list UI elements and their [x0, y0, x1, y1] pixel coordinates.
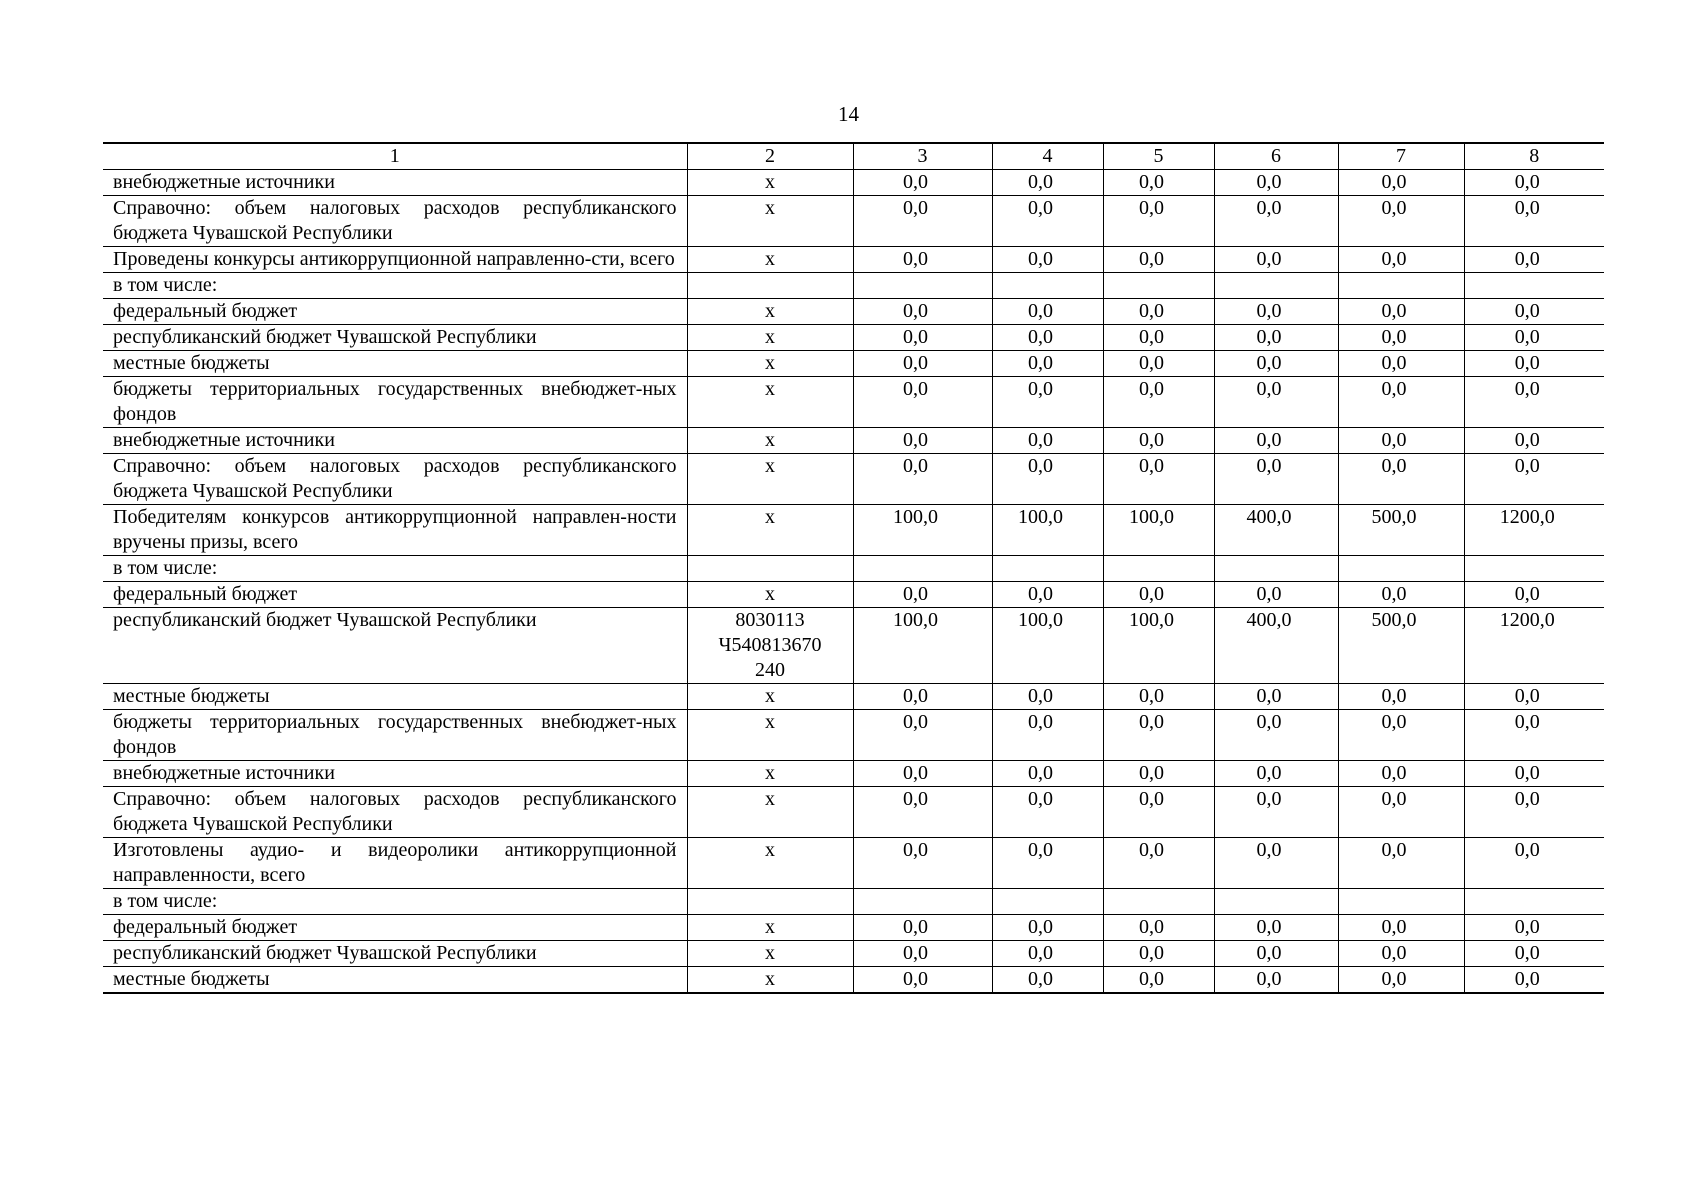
budget-code-cell: x — [687, 170, 853, 196]
row-label: Справочно: объем налоговых расходов республиканского бюджета Чувашской Республики — [103, 196, 687, 247]
table-row — [103, 196, 1604, 247]
value-cell: 0,0 — [853, 247, 992, 273]
value-cell — [992, 889, 1103, 915]
row-label: Изготовлены аудио- и видеоролики антикоррупционной направленности, всего — [103, 838, 687, 889]
row-label: Справочно: объем налоговых расходов республиканского бюджета Чувашской Республики — [103, 454, 687, 505]
value-cell: 0,0 — [1338, 325, 1464, 351]
column-number: 5 — [1103, 143, 1214, 170]
value-cell: 0,0 — [992, 787, 1103, 838]
row-label: бюджеты территориальных государственных внебюджет-ных фондов — [103, 377, 687, 428]
value-cell: 0,0 — [1103, 684, 1214, 710]
column-number: 3 — [853, 143, 992, 170]
value-cell: 0,0 — [1464, 941, 1604, 967]
value-cell: 0,0 — [1103, 915, 1214, 941]
table-row — [103, 299, 1604, 325]
value-cell: 0,0 — [1464, 582, 1604, 608]
value-cell: 0,0 — [1214, 325, 1338, 351]
column-number: 6 — [1214, 143, 1338, 170]
budget-code-cell — [687, 556, 853, 582]
row-label: федеральный бюджет — [103, 915, 687, 941]
value-cell: 0,0 — [853, 454, 992, 505]
value-cell: 0,0 — [853, 582, 992, 608]
table-row — [103, 889, 1604, 915]
value-cell: 0,0 — [1338, 761, 1464, 787]
value-cell: 0,0 — [853, 196, 992, 247]
row-label: бюджеты территориальных государственных внебюджет-ных фондов — [103, 710, 687, 761]
value-cell: 500,0 — [1338, 608, 1464, 684]
value-cell: 0,0 — [1214, 582, 1338, 608]
value-cell: 0,0 — [1214, 967, 1338, 994]
column-number: 4 — [992, 143, 1103, 170]
row-label: в том числе: — [103, 273, 687, 299]
table-row — [103, 761, 1604, 787]
value-cell: 0,0 — [1103, 761, 1214, 787]
budget-code-cell: x — [687, 454, 853, 505]
value-cell: 0,0 — [853, 710, 992, 761]
value-cell — [1338, 556, 1464, 582]
value-cell: 0,0 — [1103, 582, 1214, 608]
row-label: внебюджетные источники — [103, 761, 687, 787]
value-cell: 0,0 — [1464, 967, 1604, 994]
value-cell: 0,0 — [1338, 196, 1464, 247]
budget-code-cell: x — [687, 196, 853, 247]
value-cell: 0,0 — [1338, 787, 1464, 838]
value-cell — [1214, 889, 1338, 915]
table-row — [103, 325, 1604, 351]
value-cell: 400,0 — [1214, 505, 1338, 556]
value-cell: 0,0 — [992, 684, 1103, 710]
value-cell: 0,0 — [1464, 377, 1604, 428]
row-label: федеральный бюджет — [103, 582, 687, 608]
value-cell: 0,0 — [1103, 710, 1214, 761]
value-cell: 0,0 — [992, 299, 1103, 325]
value-cell: 0,0 — [1464, 710, 1604, 761]
value-cell: 0,0 — [1338, 428, 1464, 454]
value-cell: 0,0 — [853, 787, 992, 838]
value-cell: 0,0 — [1103, 838, 1214, 889]
page-number: 14 — [838, 102, 859, 126]
value-cell: 1200,0 — [1464, 608, 1604, 684]
budget-code-cell: x — [687, 787, 853, 838]
value-cell: 0,0 — [853, 377, 992, 428]
value-cell — [1214, 273, 1338, 299]
value-cell: 0,0 — [992, 710, 1103, 761]
value-cell: 0,0 — [1464, 838, 1604, 889]
value-cell — [1103, 556, 1214, 582]
value-cell — [853, 556, 992, 582]
value-cell: 0,0 — [1214, 787, 1338, 838]
column-number-row — [103, 143, 1604, 170]
value-cell: 0,0 — [1214, 915, 1338, 941]
value-cell: 0,0 — [1103, 787, 1214, 838]
table-row — [103, 967, 1604, 994]
column-number: 7 — [1338, 143, 1464, 170]
value-cell: 0,0 — [1338, 351, 1464, 377]
value-cell: 0,0 — [1338, 299, 1464, 325]
value-cell: 0,0 — [1338, 941, 1464, 967]
value-cell — [1338, 889, 1464, 915]
value-cell — [1214, 556, 1338, 582]
row-label: в том числе: — [103, 556, 687, 582]
value-cell: 0,0 — [992, 941, 1103, 967]
value-cell: 0,0 — [992, 582, 1103, 608]
value-cell: 100,0 — [853, 505, 992, 556]
value-cell: 0,0 — [853, 170, 992, 196]
value-cell: 0,0 — [1103, 941, 1214, 967]
budget-code-cell: x — [687, 710, 853, 761]
budget-code-cell: 8030113 Ч540813670 240 — [687, 608, 853, 684]
value-cell: 0,0 — [992, 377, 1103, 428]
value-cell: 0,0 — [1464, 325, 1604, 351]
value-cell: 0,0 — [1338, 838, 1464, 889]
value-cell: 0,0 — [1103, 454, 1214, 505]
table-row — [103, 710, 1604, 761]
value-cell: 0,0 — [1464, 196, 1604, 247]
row-label: республиканский бюджет Чувашской Республики — [103, 941, 687, 967]
table-row — [103, 582, 1604, 608]
value-cell: 0,0 — [992, 247, 1103, 273]
table-row — [103, 556, 1604, 582]
budget-code-cell — [687, 889, 853, 915]
table-row — [103, 454, 1604, 505]
budget-code-cell: x — [687, 838, 853, 889]
value-cell: 0,0 — [853, 915, 992, 941]
row-label: внебюджетные источники — [103, 428, 687, 454]
value-cell: 0,0 — [1338, 454, 1464, 505]
value-cell: 0,0 — [1103, 967, 1214, 994]
value-cell: 0,0 — [1103, 428, 1214, 454]
table-row — [103, 428, 1604, 454]
value-cell — [992, 556, 1103, 582]
value-cell: 0,0 — [1103, 247, 1214, 273]
budget-code-cell: x — [687, 505, 853, 556]
value-cell: 0,0 — [1338, 967, 1464, 994]
table-row — [103, 247, 1604, 273]
table-row — [103, 838, 1604, 889]
value-cell: 0,0 — [853, 325, 992, 351]
table-body — [103, 170, 1604, 994]
value-cell: 100,0 — [992, 505, 1103, 556]
value-cell: 0,0 — [1214, 941, 1338, 967]
value-cell: 0,0 — [1214, 196, 1338, 247]
column-number: 2 — [687, 143, 853, 170]
budget-code-cell: x — [687, 428, 853, 454]
table-row — [103, 608, 1604, 684]
value-cell: 0,0 — [853, 941, 992, 967]
value-cell: 100,0 — [992, 608, 1103, 684]
value-cell: 0,0 — [853, 838, 992, 889]
row-label: местные бюджеты — [103, 684, 687, 710]
value-cell: 0,0 — [1214, 351, 1338, 377]
value-cell: 0,0 — [1103, 325, 1214, 351]
budget-code-cell: x — [687, 299, 853, 325]
value-cell: 0,0 — [1464, 761, 1604, 787]
value-cell: 0,0 — [992, 761, 1103, 787]
value-cell: 0,0 — [1103, 196, 1214, 247]
value-cell: 0,0 — [1338, 684, 1464, 710]
budget-code-cell: x — [687, 325, 853, 351]
budget-code-cell: x — [687, 247, 853, 273]
value-cell: 0,0 — [1338, 377, 1464, 428]
value-cell: 0,0 — [1103, 170, 1214, 196]
value-cell: 0,0 — [853, 299, 992, 325]
value-cell — [1464, 273, 1604, 299]
value-cell: 0,0 — [1214, 710, 1338, 761]
table-row — [103, 505, 1604, 556]
value-cell — [992, 273, 1103, 299]
row-label: местные бюджеты — [103, 351, 687, 377]
value-cell: 0,0 — [1338, 247, 1464, 273]
value-cell: 0,0 — [1103, 299, 1214, 325]
table-row — [103, 915, 1604, 941]
table-row — [103, 170, 1604, 196]
value-cell: 0,0 — [1338, 170, 1464, 196]
budget-code-cell — [687, 273, 853, 299]
value-cell — [1103, 889, 1214, 915]
value-cell: 0,0 — [1214, 299, 1338, 325]
value-cell: 0,0 — [992, 915, 1103, 941]
value-cell: 0,0 — [1464, 428, 1604, 454]
row-label: Справочно: объем налоговых расходов республиканского бюджета Чувашской Республики — [103, 787, 687, 838]
value-cell: 0,0 — [1214, 428, 1338, 454]
table-row — [103, 684, 1604, 710]
value-cell: 0,0 — [1103, 351, 1214, 377]
value-cell: 0,0 — [1464, 454, 1604, 505]
value-cell: 0,0 — [1214, 838, 1338, 889]
table-row — [103, 787, 1604, 838]
value-cell — [1338, 273, 1464, 299]
row-label: республиканский бюджет Чувашской Республики — [103, 608, 687, 684]
table-row — [103, 941, 1604, 967]
value-cell — [1464, 889, 1604, 915]
budget-table — [103, 142, 1604, 994]
table-row — [103, 377, 1604, 428]
value-cell: 400,0 — [1214, 608, 1338, 684]
column-number: 1 — [103, 143, 687, 170]
budget-code-cell: x — [687, 915, 853, 941]
value-cell: 0,0 — [992, 428, 1103, 454]
row-label: федеральный бюджет — [103, 299, 687, 325]
row-label: местные бюджеты — [103, 967, 687, 994]
value-cell: 0,0 — [1464, 915, 1604, 941]
value-cell: 0,0 — [1214, 170, 1338, 196]
budget-code-cell: x — [687, 761, 853, 787]
value-cell: 0,0 — [992, 838, 1103, 889]
row-label: республиканский бюджет Чувашской Республики — [103, 325, 687, 351]
value-cell: 0,0 — [1338, 915, 1464, 941]
value-cell: 0,0 — [853, 684, 992, 710]
value-cell: 100,0 — [1103, 608, 1214, 684]
budget-code-cell: x — [687, 377, 853, 428]
value-cell: 0,0 — [1214, 247, 1338, 273]
budget-code-cell: x — [687, 351, 853, 377]
value-cell — [853, 889, 992, 915]
value-cell: 0,0 — [1214, 761, 1338, 787]
value-cell: 0,0 — [992, 196, 1103, 247]
value-cell: 0,0 — [992, 170, 1103, 196]
value-cell: 0,0 — [1338, 582, 1464, 608]
value-cell: 0,0 — [1464, 247, 1604, 273]
value-cell: 0,0 — [992, 325, 1103, 351]
value-cell: 0,0 — [1464, 684, 1604, 710]
value-cell: 0,0 — [1214, 454, 1338, 505]
value-cell: 0,0 — [1338, 710, 1464, 761]
value-cell: 0,0 — [853, 967, 992, 994]
value-cell: 0,0 — [1103, 377, 1214, 428]
row-label: Проведены конкурсы антикоррупционной направленно-сти, всего — [103, 247, 687, 273]
row-label: Победителям конкурсов антикоррупционной направлен-ности вручены призы, всего — [103, 505, 687, 556]
table-row — [103, 351, 1604, 377]
value-cell: 0,0 — [992, 351, 1103, 377]
value-cell: 0,0 — [992, 967, 1103, 994]
budget-code-cell: x — [687, 967, 853, 994]
table-row — [103, 273, 1604, 299]
value-cell: 0,0 — [1464, 299, 1604, 325]
value-cell: 0,0 — [992, 454, 1103, 505]
value-cell: 0,0 — [1214, 684, 1338, 710]
value-cell: 0,0 — [1464, 787, 1604, 838]
budget-code-cell: x — [687, 582, 853, 608]
value-cell: 0,0 — [1464, 170, 1604, 196]
value-cell: 0,0 — [853, 351, 992, 377]
row-label: в том числе: — [103, 889, 687, 915]
row-label: внебюджетные источники — [103, 170, 687, 196]
value-cell: 100,0 — [853, 608, 992, 684]
value-cell: 0,0 — [1464, 351, 1604, 377]
budget-code-cell: x — [687, 941, 853, 967]
value-cell: 0,0 — [1214, 377, 1338, 428]
value-cell — [853, 273, 992, 299]
value-cell — [1464, 556, 1604, 582]
column-number: 8 — [1464, 143, 1604, 170]
value-cell: 1200,0 — [1464, 505, 1604, 556]
value-cell: 0,0 — [853, 761, 992, 787]
value-cell — [1103, 273, 1214, 299]
budget-code-cell: x — [687, 684, 853, 710]
value-cell: 0,0 — [853, 428, 992, 454]
value-cell: 100,0 — [1103, 505, 1214, 556]
value-cell: 500,0 — [1338, 505, 1464, 556]
